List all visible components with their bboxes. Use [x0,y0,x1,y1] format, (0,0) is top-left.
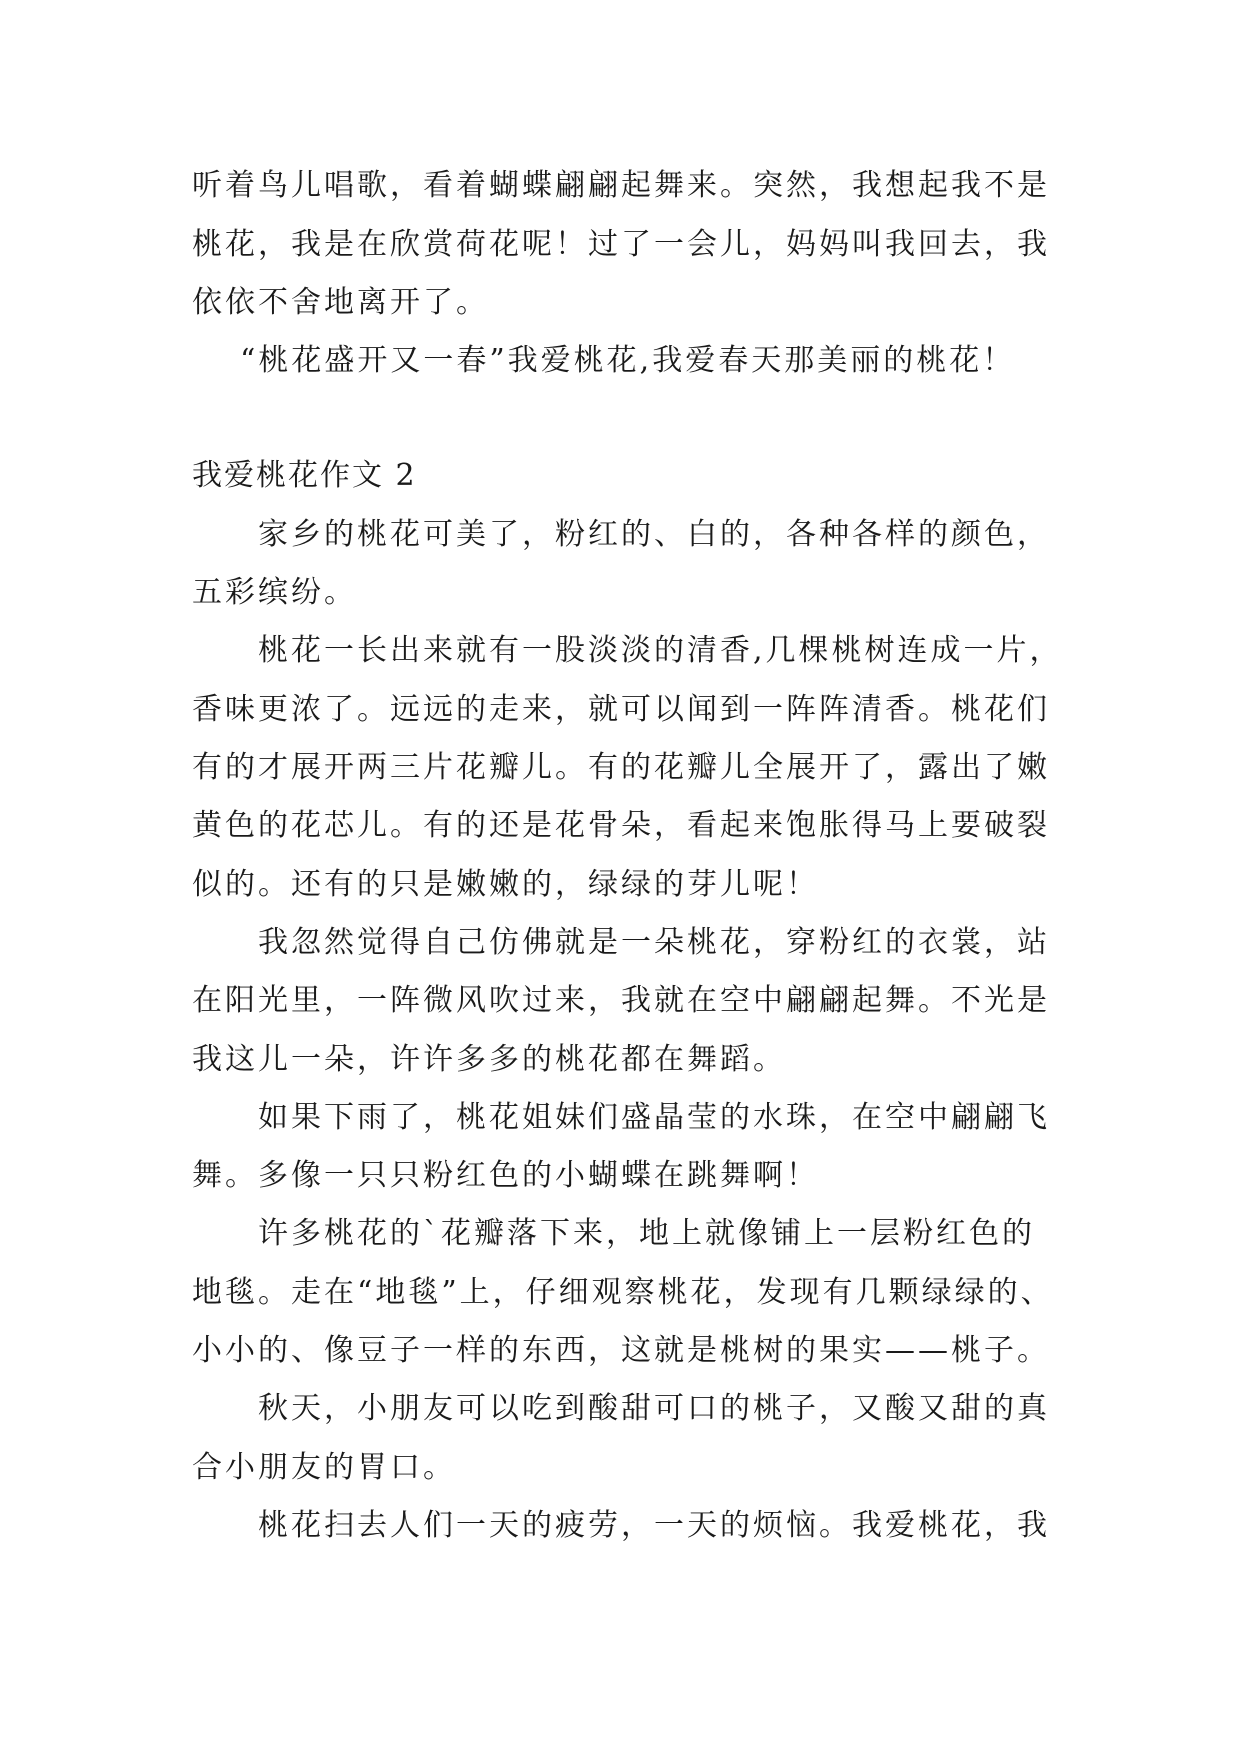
paragraph-line: 秋天，小朋友可以吃到酸甜可口的桃子，又酸又甜的真 [258,1391,1050,1426]
paragraph-line: 家乡的桃花可美了，粉红的、白的，各种各样的颜色， [258,517,1050,552]
paragraph-line: 听着鸟儿唱歌，看着蝴蝶翩翩起舞来。突然，我想起我不是 [192,168,1050,203]
paragraph-line: 如果下雨了，桃花姐妹们盛晶莹的水珠，在空中翩翩飞 [258,1100,1050,1135]
paragraph-line: 许多桃花的`花瓣落下来，地上就像铺上一层粉红色的 [258,1216,1035,1251]
paragraph-line: 小小的、像豆子一样的东西，这就是桃树的果实——桃子。 [192,1333,1050,1368]
paragraph-line: 我忽然觉得自己仿佛就是一朵桃花，穿粉红的衣裳，站 [258,925,1050,960]
paragraph-line: 在阳光里，一阵微风吹过来，我就在空中翩翩起舞。不光是 [192,983,1050,1018]
paragraph-line: 香味更浓了。远远的走来，就可以闻到一阵阵清香。桃花们 [192,692,1050,727]
closing-quote-line: “桃花盛开又一春”我爱桃花,我爱春天那美丽的桃花！ [240,343,1016,378]
paragraph-line: 地毯。走在“地毯”上，仔细观察桃花，发现有几颗绿绿的、 [192,1275,1054,1310]
paragraph-line: 依依不舍地离开了。 [192,285,489,320]
paragraph-line: 黄色的花芯儿。有的还是花骨朵，看起来饱胀得马上要破裂 [192,808,1050,843]
paragraph-line: 桃花一长出来就有一股淡淡的清香,几棵桃树连成一片， [258,633,1063,668]
paragraph-line: 我这儿一朵，许许多多的桃花都在舞蹈。 [192,1042,786,1077]
paragraph-line: 桃花，我是在欣赏荷花呢！过了一会儿，妈妈叫我回去，我 [192,227,1050,262]
paragraph-line: 五彩缤纷。 [192,575,357,610]
paragraph-line: 合小朋友的胃口。 [192,1450,456,1485]
paragraph-line: 似的。还有的只是嫩嫩的，绿绿的芽儿呢！ [192,867,819,902]
essay-heading: 我爱桃花作文 2 [192,458,417,493]
paragraph-line: 有的才展开两三片花瓣儿。有的花瓣儿全展开了，露出了嫩 [192,750,1050,785]
paragraph-line: 舞。多像一只只粉红色的小蝴蝶在跳舞啊！ [192,1158,819,1193]
paragraph-line: 桃花扫去人们一天的疲劳，一天的烦恼。我爱桃花，我 [258,1508,1050,1543]
